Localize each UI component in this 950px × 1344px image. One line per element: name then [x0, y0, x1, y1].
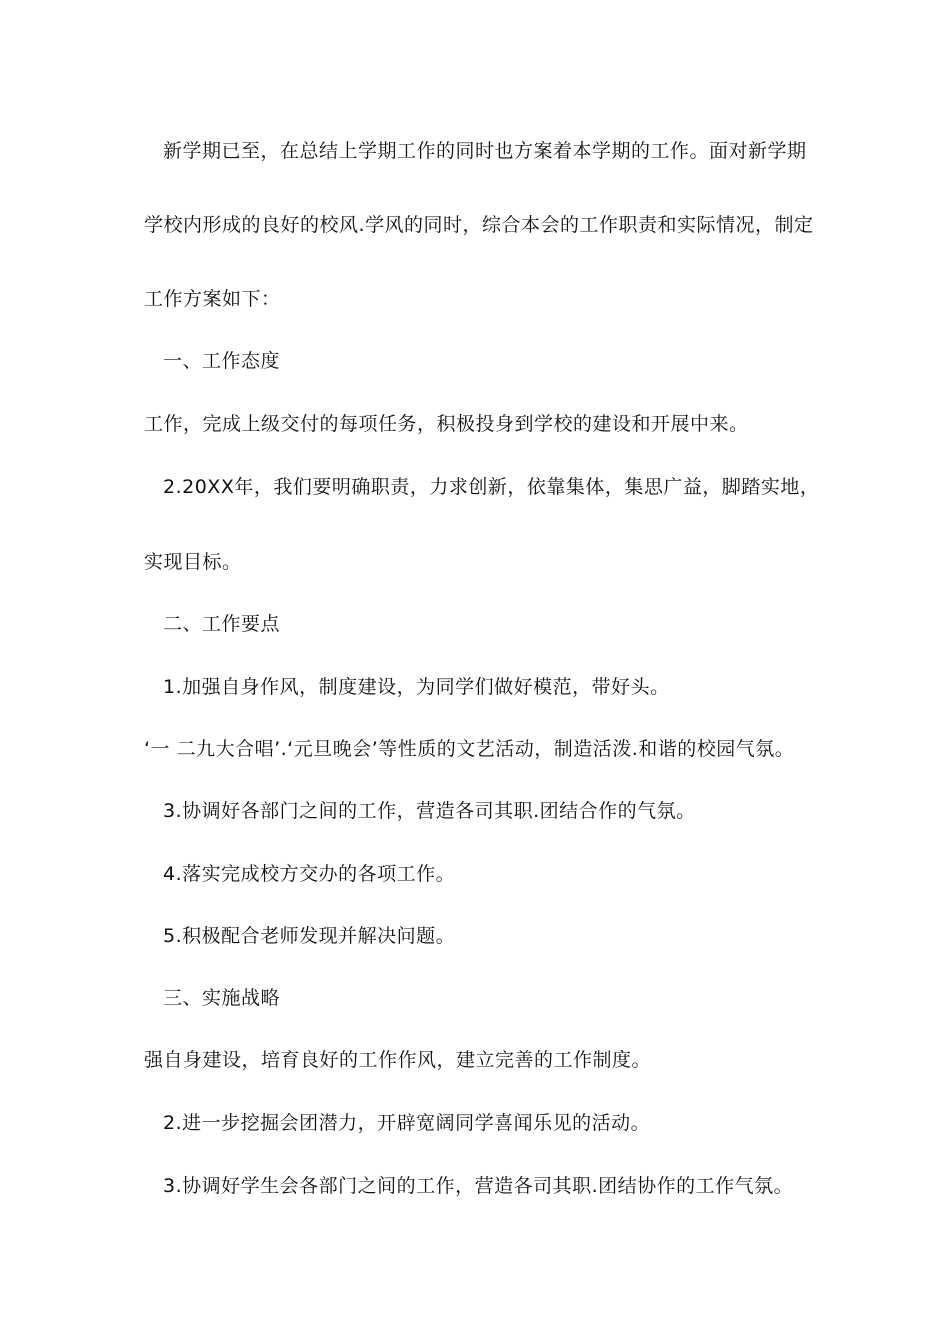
intro-paragraph-line-1: 新学期已至，在总结上学期工作的同时也方案着本学期的工作。面对新学期: [163, 140, 807, 162]
intro-paragraph-line-3: 工作方案如下：: [144, 288, 281, 310]
key-point-2: ‘一 二九大合唱’.‘元旦晚会’等性质的文艺活动，制造活泼.和谐的校园气氛。: [144, 738, 795, 760]
key-point-5: 5.积极配合老师发现并解决问题。: [163, 925, 456, 947]
intro-paragraph-line-2: 学校内形成的良好的校风.学风的同时，综合本会的工作职责和实际情况，制定: [144, 214, 814, 236]
section-heading-key-points: 二、工作要点: [163, 613, 281, 635]
key-point-4: 4.落实完成校方交办的各项工作。: [163, 863, 456, 885]
section-heading-attitude: 一、工作态度: [163, 350, 281, 372]
attitude-item-1: 工作，完成上级交付的每项任务，积极投身到学校的建设和开展中来。: [144, 413, 749, 435]
strategy-item-1: 强自身建设，培育良好的工作作风，建立完善的工作制度。: [144, 1049, 652, 1071]
key-point-3: 3.协调好各部门之间的工作，营造各司其职.团结合作的气氛。: [163, 800, 696, 822]
key-point-1: 1.加强自身作风，制度建设，为同学们做好模范，带好头。: [163, 676, 670, 698]
strategy-item-3: 3.协调好学生会各部门之间的工作，营造各司其职.团结协作的工作气氛。: [163, 1175, 794, 1197]
strategy-item-2: 2.进一步挖掘会团潜力，开辟宽阔同学喜闻乐见的活动。: [163, 1112, 651, 1134]
section-heading-strategy: 三、实施战略: [163, 987, 281, 1009]
attitude-item-2-line-2: 实现目标。: [144, 551, 242, 573]
attitude-item-2-line-1: 2.20XX年，我们要明确职责，力求创新，依靠集体，集思广益，脚踏实地，: [163, 476, 820, 498]
